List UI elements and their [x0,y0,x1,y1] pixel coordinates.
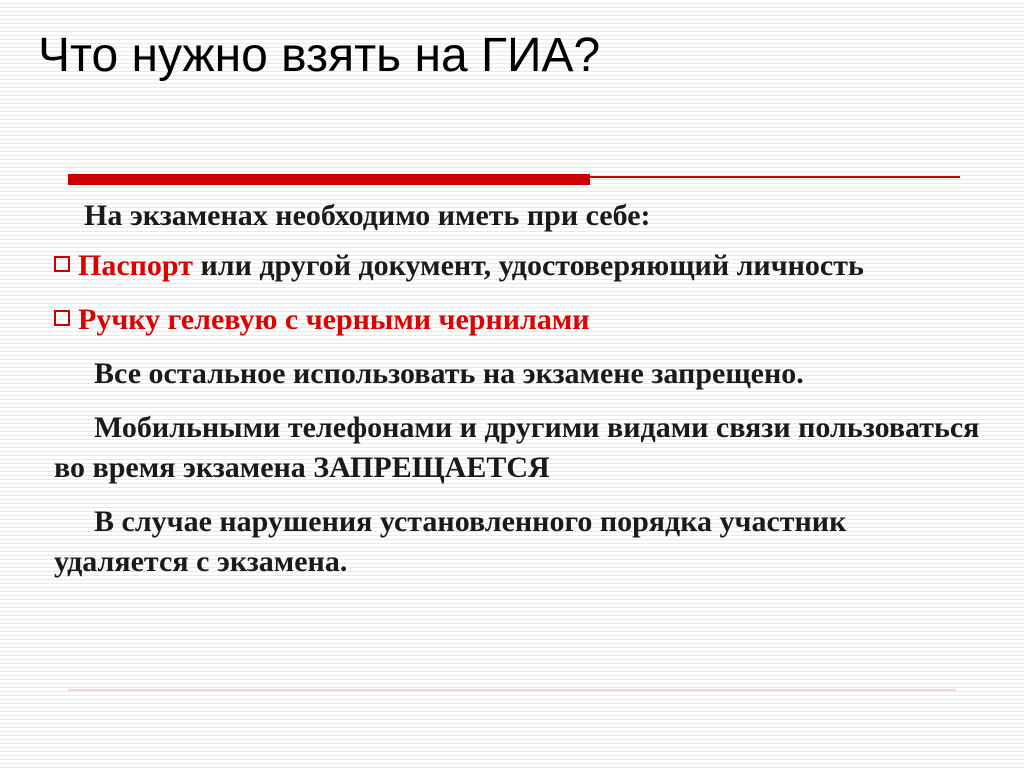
page-title: Что нужно взять на ГИА? [38,29,601,82]
bullet-highlight: Паспорт [78,249,193,282]
bullet-highlight: Ручку гелевую с черными чернилами [78,303,590,336]
intro-text: На экзаменах необходимо иметь при себе: [84,199,651,232]
bullet-item-pen [54,300,984,340]
bullet-item-passport [54,246,984,286]
bullet-text: или другой документ, удостоверяющий личность [192,249,864,282]
bottom-divider [68,689,956,691]
paragraph-phones: Мобильными телефонами и другими видами связи пользоваться во время экзамена ЗАПРЕЩАЕТСЯ [54,411,980,484]
title-underline-thick [68,174,590,185]
square-checkbox-icon [54,256,70,272]
square-checkbox-icon [54,310,70,326]
slide-content [54,196,984,596]
paragraph-forbidden: Все остальное использовать на экзамене запрещено. [94,357,804,390]
title-underline-thin [590,176,960,178]
paragraph-violation: В случае нарушения установленного порядка участник удаляется с экзамена. [54,505,847,578]
